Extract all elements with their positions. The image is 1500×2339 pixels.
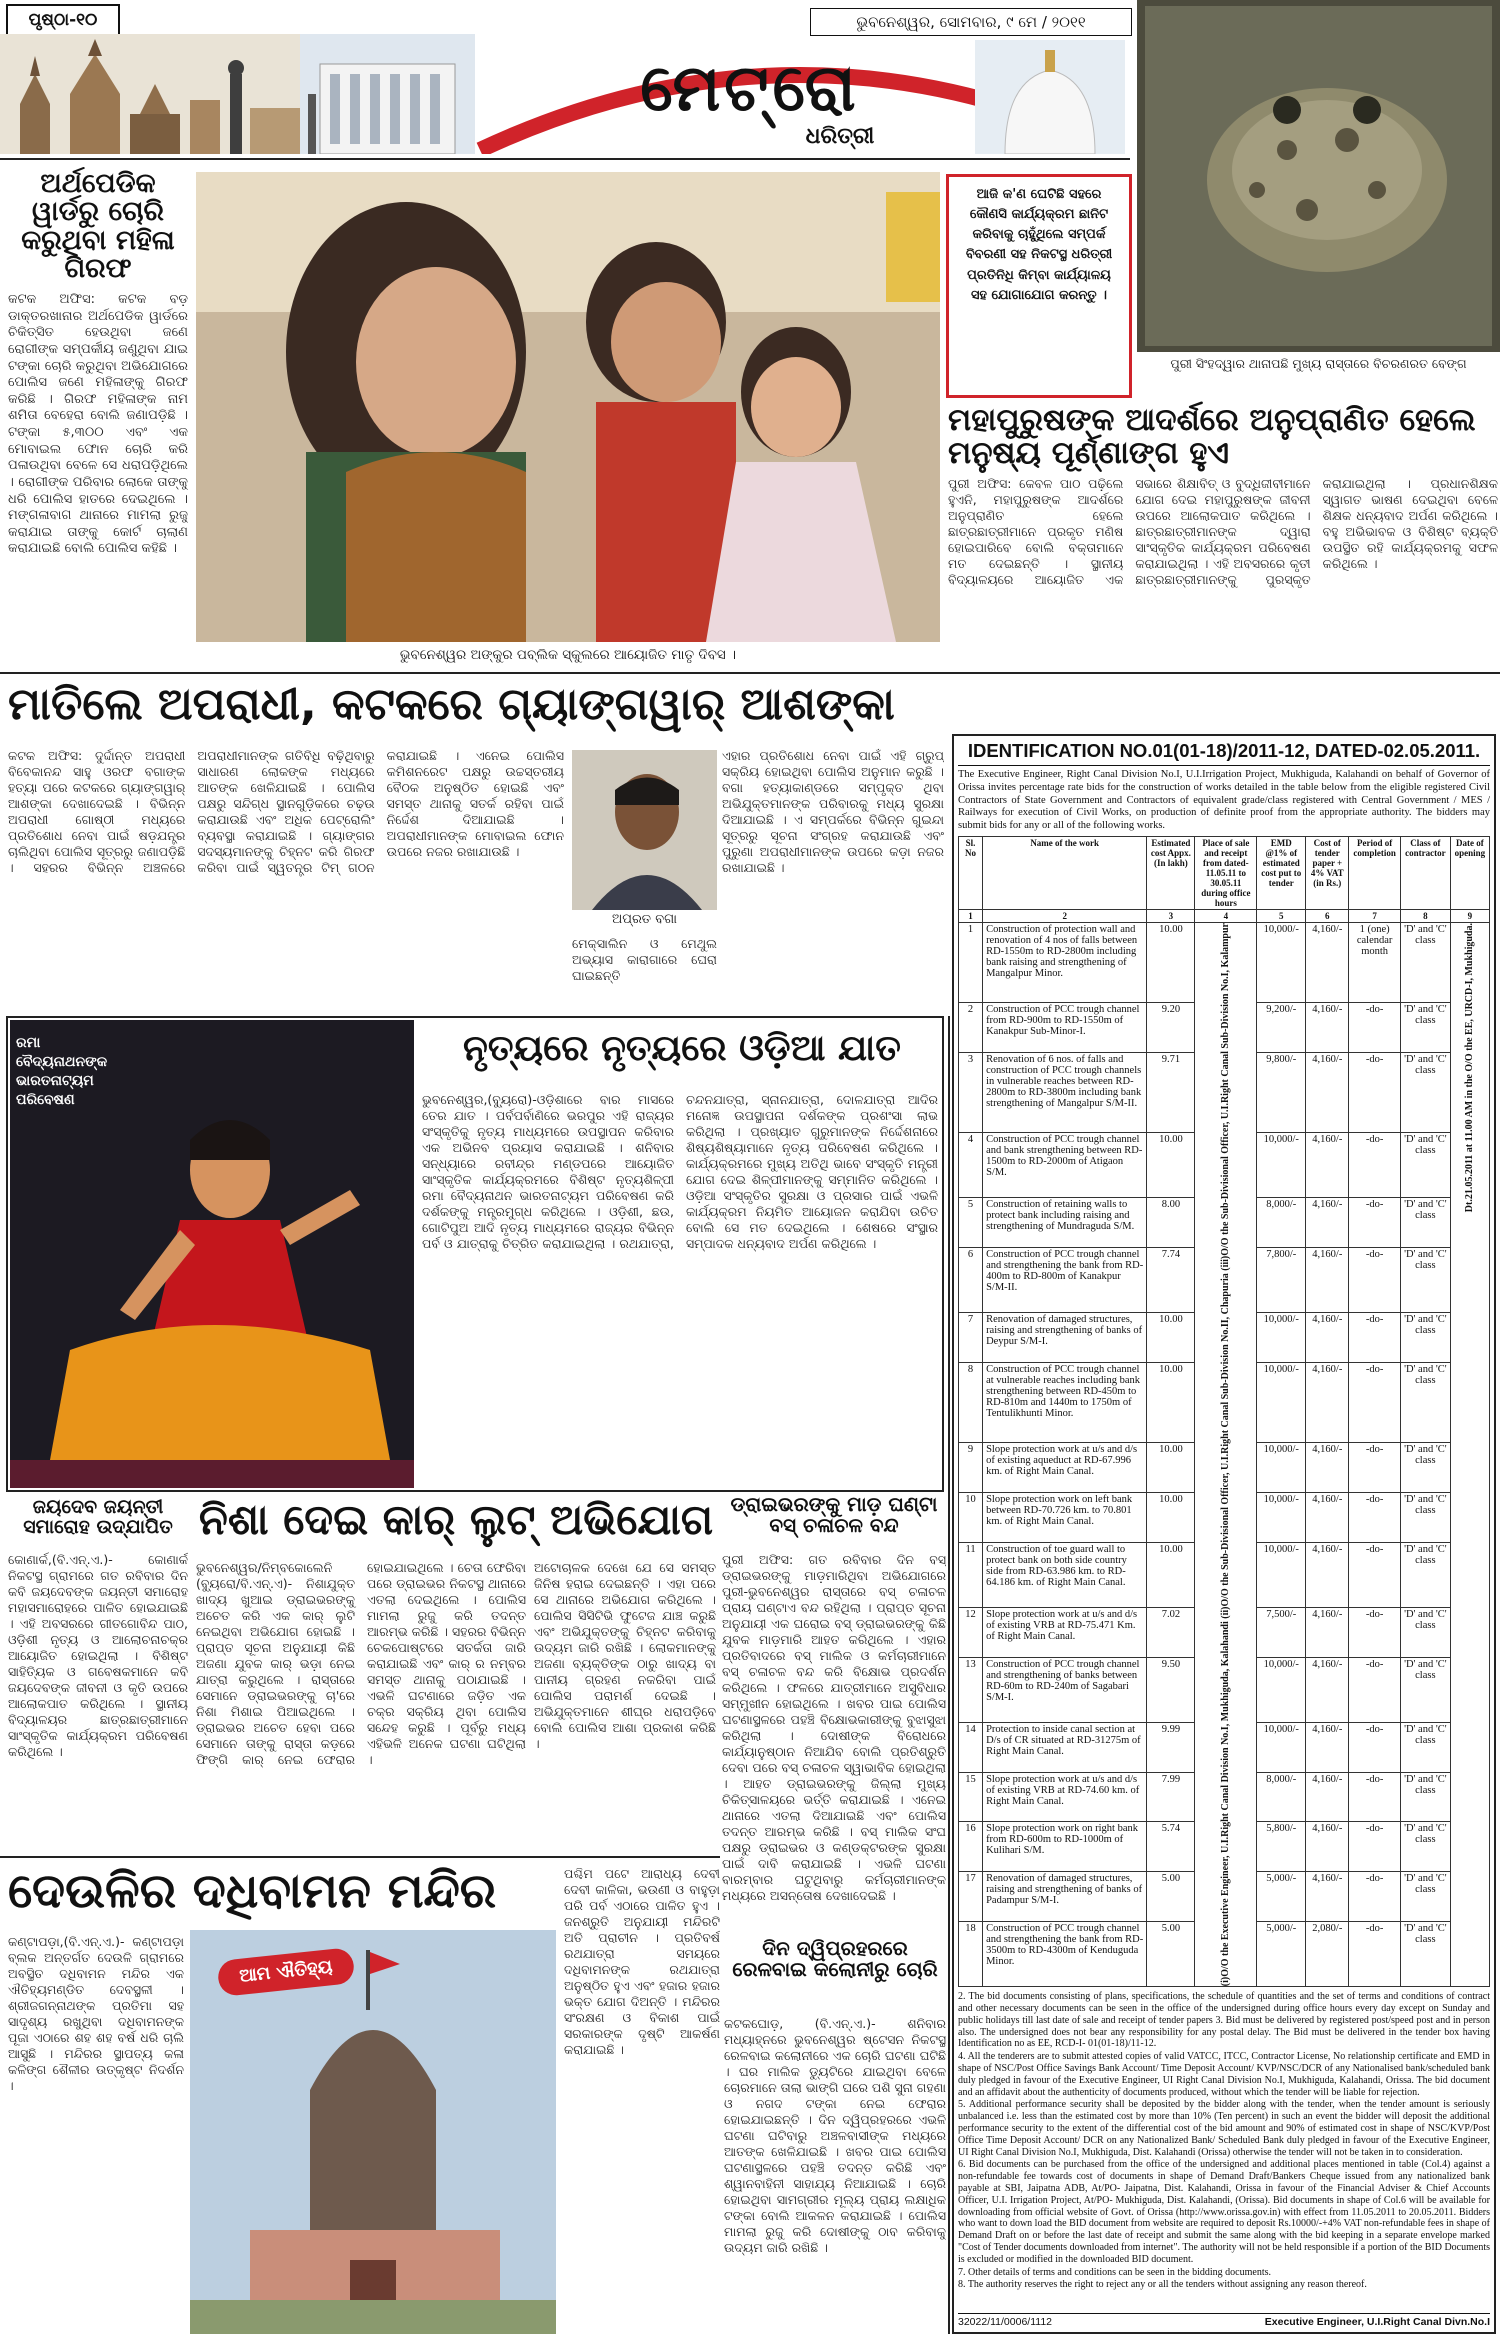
- tender-cell-period: -do-: [1349, 1607, 1401, 1657]
- tender-cell-name: Renovation of 6 nos. of falls and construction of PCC trough channels in vulnerable reaches between RD-2800m to RD-3800m including bank strengthening of Mangalpur S/M-II.: [983, 1053, 1147, 1133]
- gang-theft-headline: ଅର୍ଥପେଡିକ ୱାର୍ଡରୁ ଚୋରି କରୁଥିବା ମହିଳା ଗିରଫ: [21, 168, 175, 285]
- tender-note: 6. Bid documents can be purchased from the office of the undersigned and additional places mentioned in table (Col.4) against a non-refundable fee towards cost of documents in shape of Demand Draft/Bankers Cheque issued from any nationalized bank payable at SBI, Jaipatna ADB, At/PO- Jaipatna, Dist. Kalahandi, Orissa in favour of the Financial Adviser & Chief Accounts Officer, U.I. Irrigation Project, At/PO- Mukhiguda, Dist. Kalahandi, (Orissa). Bid documents in shape of Col.6 will be available for downloading from official website of Govt. of Orissa (http://www.orissa.gov.in) with effect from 11.05.2011 to 20.05.2011. Bidders who want to down load the BID document from website are required to deposit Rs.10000/-+4% VAT non-refundable fees in shape of Demand Draft on or before the last date of receipt and submit the same along with the bid keeping in a separate envelope marked "Cost of Tender documents downloaded from internet". The authority will not be held responsible if a portion of the BID Documents is excluded or modified in the downloaded BID document.: [958, 2159, 1490, 2265]
- tender-cell-cost: 10.00: [1147, 1493, 1195, 1543]
- tender-cell-cost: 10.00: [1147, 1313, 1195, 1363]
- tender-cell-emd: 9,200/-: [1257, 1003, 1306, 1053]
- tender-cell-sl: 2: [959, 1003, 983, 1053]
- tender-notice: [952, 734, 1496, 2334]
- tender-cell-sl: 16: [959, 1822, 983, 1872]
- tender-col-cost: Estimated cost Appx. (In lakh): [1147, 836, 1195, 909]
- tender-cell-emd: 10,000/-: [1257, 1657, 1306, 1722]
- tender-note: 8. The authority reserves the right to reject any or all the tenders without assigning any reason thereof.: [958, 2279, 1367, 2291]
- tender-cell-paper: 4,160/-: [1306, 1872, 1349, 1922]
- tender-cell-cost: 10.00: [1147, 922, 1195, 1002]
- tender-cell-cost: 10.00: [1147, 1443, 1195, 1493]
- tender-table: [958, 836, 1490, 1987]
- tender-cell-period: -do-: [1349, 1248, 1401, 1313]
- tender-cell-period: -do-: [1349, 1198, 1401, 1248]
- tender-cell-class: 'D' and 'C' class: [1401, 1822, 1451, 1872]
- dance-body: ଭୁବନେଶ୍ୱର,(ବ୍ୟୁରୋ)-ଓଡ଼ିଶାରେ ବାର ମାସରେ ତେର ଯାତ । ପର୍ବପର୍ବାଣିରେ ଭରପୁର ଏହି ରାଜ୍ୟର ସଂସ୍କୃତିକୁ ନୃତ୍ୟ ମାଧ୍ୟମରେ ଉପସ୍ଥାପନ କରିବାର ଏକ ଅଭିନବ ପ୍ରୟାସ କରାଯାଇଛି । ଶନିବାର ସନ୍ଧ୍ୟାରେ ରବୀନ୍ଦ୍ର ମଣ୍ଡପରେ ଆୟୋଜିତ ସାଂସ୍କୃତିକ କାର୍ଯ୍ୟକ୍ରମରେ ବିଶିଷ୍ଟ ନୃତ୍ୟଶିଳ୍ପୀ ରମା ବୈଦ୍ୟନାଥନ ଭାରତନାଟ୍ୟମ ପରିବେଷଣ କରି ଦର୍ଶକଙ୍କୁ ମନ୍ତ୍ରମୁଗ୍ଧ କରିଥିଲେ । ଓଡ଼ିଶୀ, ଛଉ, ଗୋଟିପୁଅ ଆଦି ନୃତ୍ୟ ମାଧ୍ୟମରେ ରାଜ୍ୟର ବିଭିନ୍ନ ପର୍ବ ଓ ଯାତ୍ରାକୁ ଚିତ୍ରିତ କରାଯାଇଥିଲା । ରଥଯାତ୍ରା, ଚନ୍ଦନଯାତ୍ରା, ସ୍ନାନଯାତ୍ରା, ଦୋଳଯାତ୍ରା ଆଦିର ମନୋଜ୍ଞ ଉପସ୍ଥାପନା ଦର୍ଶକଙ୍କ ପ୍ରଶଂସା ଲାଭ କରିଥିଲା । ପ୍ରଖ୍ୟାତ ଗୁରୁମାନଙ୍କ ନିର୍ଦ୍ଦେଶନାରେ ଶିଷ୍ୟଶିଷ୍ୟାମାନେ ନୃତ୍ୟ ପରିବେଷଣ କରିଥିଲେ । କାର୍ଯ୍ୟକ୍ରମରେ ମୁଖ୍ୟ ଅତିଥି ଭାବେ ସଂସ୍କୃତି ମନ୍ତ୍ରୀ ଯୋଗ ଦେଇ ଶିଳ୍ପୀମାନଙ୍କୁ ସମ୍ମାନିତ କରିଥିଲେ । ଓଡ଼ିଆ ସଂସ୍କୃତିର ସୁରକ୍ଷା ଓ ପ୍ରସାର ପାଇଁ ଏଭଳି କାର୍ଯ୍ୟକ୍ରମ ନିୟମିତ ଆୟୋଜନ କରାଯିବା ଉଚିତ ବୋଲି ସେ ମତ ଦେଇଥିଲେ । ଶେଷରେ ସଂସ୍ଥାର ସମ୍ପାଦକ ଧନ୍ୟବାଦ ଅର୍ପଣ କରିଥିଲେ ।: [422, 1092, 938, 1251]
- tender-cell-paper: 4,160/-: [1306, 1657, 1349, 1722]
- tender-colnum: 7: [1349, 909, 1401, 922]
- tender-cell-class: 'D' and 'C' class: [1401, 1443, 1451, 1493]
- tender-cell-period: -do-: [1349, 1313, 1401, 1363]
- tender-cell-name: Slope protection work at u/s and d/s of existing VRB at RD-75.471 Km. of Right Main Canal.: [983, 1607, 1147, 1657]
- tender-cell-name: Construction of protection wall and renovation of 4 nos of falls between RD-1550m to RD-2800m including bank raising and strengthening of Mangalpur Minor.: [983, 922, 1147, 1002]
- tender-cell-period: -do-: [1349, 1722, 1401, 1772]
- tender-colnum: 3: [1147, 909, 1195, 922]
- gangwar-body-continued: ଏହାର ପ୍ରତିଶୋଧ ନେବା ପାଇଁ ଏହି ଗ୍ରୁପ୍ ସକ୍ରିୟ ହୋଇଥିବା ପୋଲିସ ଅନୁମାନ କରୁଛି । ବଗା ହତ୍ୟାକାଣ୍ଡରେ ସମ୍ପୃକ୍ତ ଥିବା ଅଭିଯୁକ୍ତମାନଙ୍କ ପରିବାରକୁ ମଧ୍ୟ ସୁରକ୍ଷା ଦିଆଯାଇଛି । ଏ ସମ୍ପର୍କରେ ବିଭିନ୍ନ ଗୁଇନ୍ଦା ସୂତ୍ରରୁ ସୂଚନା ସଂଗ୍ରହ କରାଯାଉଛି ଏବଂ ପୁରୁଣା ଅପରାଧୀମାନଙ୍କ ଉପରେ କଡ଼ା ନଜର ରଖାଯାଇଛି ।: [722, 748, 944, 875]
- tender-cell-sl: 7: [959, 1313, 983, 1363]
- tender-cell-emd: 10,000/-: [1257, 1493, 1306, 1543]
- tender-cell-paper: 4,160/-: [1306, 1822, 1349, 1872]
- tender-cell-class: 'D' and 'C' class: [1401, 1542, 1451, 1607]
- tender-cell-sl: 10: [959, 1493, 983, 1543]
- tender-cell-sl: 18: [959, 1922, 983, 1987]
- gangwar-headline: ମାତିଲେ ଅପରାଧୀ, କଟକରେ ଗ୍ୟାଙ୍ଗୱାର୍ ଆଶଙ୍କା: [8, 679, 895, 730]
- masthead-subtitle: ଧରିତ୍ରୀ: [805, 124, 875, 149]
- tender-cell-period: -do-: [1349, 1053, 1401, 1133]
- tender-colnum: 5: [1257, 909, 1306, 922]
- tender-col-place: Place of sale and receipt from dated-11.05.11 to 30.05.11 during office hours: [1195, 836, 1257, 909]
- tender-cell-class: 'D' and 'C' class: [1401, 1363, 1451, 1443]
- frog-image: [1137, 0, 1500, 352]
- tender-table-wrap: [958, 836, 1490, 1987]
- notice-box: [946, 174, 1132, 398]
- tender-cell-class: 'D' and 'C' class: [1401, 1053, 1451, 1133]
- tender-cell-cost: 8.00: [1147, 1198, 1195, 1248]
- railway-body: କଟକଘୋଡ଼, (ବି.ଏନ୍.ଏ.)- ଶନିବାର ମଧ୍ୟାହ୍ନରେ ଭୁବନେଶ୍ୱର ଷ୍ଟେସନ ନିକଟସ୍ଥ ରେଳବାଇ କଲୋନୀରେ ଏକ ଚୋରି ଘଟଣା ଘଟିଛି । ଘର ମାଲିକ ଡ୍ୟୁଟିରେ ଯାଇଥିବା ବେଳେ ଚୋରମାନେ ତାଲା ଭାଙ୍ଗି ଘରେ ପଶି ସୁନା ଗହଣା ଓ ନଗଦ ଟଙ୍କା ନେଇ ଫେରାର ହୋଇଯାଇଛନ୍ତି । ଦିନ ଦ୍ୱିପ୍ରହରରେ ଏଭଳି ଘଟଣା ଘଟିବାରୁ ଅଞ୍ଚଳବାସୀଙ୍କ ମଧ୍ୟରେ ଆତଙ୍କ ଖେଳିଯାଇଛି । ଖବର ପାଇ ପୋଲିସ ଘଟଣାସ୍ଥଳରେ ପହଞ୍ଚି ତଦନ୍ତ କରିଛି ଏବଂ ଶ୍ୱାନବାହିନୀ ସାହାଯ୍ୟ ନିଆଯାଇଛି । ଚୋରି ହୋଇଥିବା ସାମଗ୍ରୀର ମୂଲ୍ୟ ପ୍ରାୟ ଲକ୍ଷାଧିକ ଟଙ୍କା ବୋଲି ଆକଳନ କରାଯାଇଛି । ପୋଲିସ ମାମଲା ରୁଜୁ କରି ଦୋଷୀଙ୍କୁ ଠାବ କରିବାକୁ ଉଦ୍ୟମ ଜାରି ରଖିଛି ।: [724, 2016, 946, 2255]
- heritage-badge: ଆମ ଐତିହ୍ୟ: [216, 1947, 355, 1997]
- tender-cell-paper: 4,160/-: [1306, 1607, 1349, 1657]
- tender-colnum: 8: [1401, 909, 1451, 922]
- jayadev-body: କୋଣାର୍କ,(ବି.ଏନ୍.ଏ.)- କୋଣାର୍କ ନିକଟସ୍ଥ ଗ୍ରାମରେ ଗତ ରବିବାର ଦିନ କବି ଜୟଦେବଙ୍କ ଜୟନ୍ତୀ ସମାରୋହ ମହାସମାରୋହରେ ପାଳିତ ହୋଇଯାଇଛି । ଏହି ଅବସରରେ ଗୀତଗୋବିନ୍ଦ ପାଠ, ଓଡ଼ିଶୀ ନୃତ୍ୟ ଓ ଆଲୋଚନାଚକ୍ର ଆୟୋଜିତ ହୋଇଥିଲା । ବିଶିଷ୍ଟ ସାହିତ୍ୟିକ ଓ ଗବେଷକମାନେ କବି ଜୟଦେବଙ୍କ ଜୀବନୀ ଓ କୃତି ଉପରେ ଆଲୋକପାତ କରିଥିଲେ । ସ୍ଥାନୀୟ ବିଦ୍ୟାଳୟର ଛାତ୍ରଛାତ୍ରୀମାନେ ସାଂସ୍କୃତିକ କାର୍ଯ୍ୟକ୍ରମ ପରିବେଷଣ କରିଥିଲେ ।: [8, 1552, 188, 1759]
- tender-intro: The Executive Engineer, Right Canal Division No.I, U.I.Irrigation Project, Mukhiguda, Kalahandi on behalf of Governor of Orissa invites percentage rate bids for the construction of works detailed in the table below from the eligible registered Civil Contractors of State Government and Contractors of equivalent grade/class registered with Central Government / MES / Railways for execution of Civil Works, on production of definite proof from the appropriate authority. The bidders may submit bids for any or all of the following works.: [958, 769, 1490, 832]
- tender-cell-class: 'D' and 'C' class: [1401, 1722, 1451, 1772]
- tender-cell-period: -do-: [1349, 1657, 1401, 1722]
- tender-cell-paper: 4,160/-: [1306, 1493, 1349, 1543]
- tender-colnum: 4: [1195, 909, 1257, 922]
- tender-signature: Executive Engineer, U.I.Right Canal Divn.No.I: [1264, 2316, 1490, 2328]
- tender-note: 5. Additional performance security shall be deposited by the bidder along with the tender, when the tender amount is seriously unbalanced i.e. less than the estimated cost by more than 10% (Ten percent) in such an event the bidder will deposit the additional performance security to the extent of the differential cost of the bid amount and 90% of estimated cost in shape of NSC/KVP/Post Office Time Deposit Account/ DCR on any Nationalized Bank/ Scheduled Bank duly pledged in favour of the Executive Engineer, UI Right Canal Division No.I, Mukhiguda, Dist. Kalahandi (Orissa) otherwise the tender will not be taken in to consideration.: [958, 2099, 1490, 2158]
- tender-cell-emd: 10,000/-: [1257, 1313, 1306, 1363]
- tender-cell-emd: 7,500/-: [1257, 1607, 1306, 1657]
- tender-cell-emd: 5,800/-: [1257, 1822, 1306, 1872]
- tender-row: [959, 922, 1490, 1002]
- temple-body-left: କଣ୍ଟାପଡ଼ା,(ବି.ଏନ୍.ଏ.)- କଣ୍ଟାପଡ଼ା ବ୍ଲକ ଅନ୍ତର୍ଗତ ଦେଉଳି ଗ୍ରାମରେ ଅବସ୍ଥିତ ଦଧିବାମନ ମନ୍ଦିର ଏକ ଐତିହ୍ୟମଣ୍ଡିତ ଦେବସ୍ଥଳୀ । ଶ୍ରୀଜଗନ୍ନାଥଙ୍କ ପ୍ରତିମା ସହ ସାଦୃଶ୍ୟ ରଖୁଥିବା ଦଧିବାମନଙ୍କ ପୂଜା ଏଠାରେ ଶହ ଶହ ବର୍ଷ ଧରି ଚାଲି ଆସୁଛି । ମନ୍ଦିରର ସ୍ଥାପତ୍ୟ କଳା କଳିଙ୍ଗ ଶୈଳୀର ଉତ୍କୃଷ୍ଟ ନିଦର୍ଶନ ।: [8, 1934, 184, 2093]
- tender-cell-cost: 7.02: [1147, 1607, 1195, 1657]
- notice-text: ଆଜି କ'ଣ ଘେଟିଛି ସହରେ କୌଣସି କାର୍ଯ୍ୟକ୍ରମ ଛାନିଟ କରିବାକୁ ଚାହୁଁଥିଲେ ସମ୍ପର୍କ ବିବରଣୀ ସହ ନିକଟସ୍ଥ ଧରିତ୍ରୀ ପ୍ରତିନିଧି କିମ୍ବା କାର୍ଯ୍ୟାଳୟ ସହ ଯୋଗାଯୋଗ କରନ୍ତୁ ।: [965, 187, 1113, 303]
- tender-opening-cell: [1450, 922, 1489, 1986]
- tender-cell-period: -do-: [1349, 1443, 1401, 1493]
- mothers-day-caption: ଭୁବନେଶ୍ୱର ଅଙ୍କୁର ପବ୍ଲିକ ସ୍କୁଲରେ ଆୟୋଜିତ ମାତୃ ଦିବସ ।: [196, 644, 940, 666]
- tender-cell-cost: 9.99: [1147, 1722, 1195, 1772]
- gangwar-sub-caption: ମେକ୍ସାଲିନ ଓ ମେଥୁଲ ଅଭ୍ୟାସ କାରାଗାରେ ଘେରା ଘାଇଛନ୍ତି: [572, 936, 717, 983]
- tender-note: 4. All the tenderers are to submit attested copies of valid VATCC, ITCC, Contractor License, No relationship certificate and EMD in shape of NSC/Post Office Savings Bank Account/ Time Deposit Account/ KVP/NSC/DCR of any Nationalised bank/scheduled bank duly pledged in favour of the Executive Engineer, UI Right Canal Division No.I, Mukhiguda, Kalahandi, Orissa. The bid document and an affidavit about the authenticity of documents produced, without which the tender will be liable for rejection.: [958, 2051, 1490, 2098]
- tender-cell-period: -do-: [1349, 1772, 1401, 1822]
- tender-cell-paper: 4,160/-: [1306, 1722, 1349, 1772]
- tender-cell-name: Slope protection work at u/s and d/s of existing aqueduct at RD-67.996 km. of Right Main Canal.: [983, 1443, 1147, 1493]
- suspect-caption: ଅପ୍ରତ ବଗା: [572, 912, 717, 932]
- car-loot-body: ଭୁବନେଶ୍ୱର/ନିମ୍ବକୋଲେନି (ବ୍ୟୁରୋ/ବି.ଏନ୍.ଏ)- ନିଶାଯୁକ୍ତ ଖାଦ୍ୟ ଖୁଆଇ ଡ୍ରାଇଭରଙ୍କୁ ଅଚେତ କରି ଏକ କାର୍ ଲୁଟି ନେଇଥିବା ଅଭିଯୋଗ ହୋଇଛି । ପ୍ରାପ୍ତ ସୂଚନା ଅନୁଯାୟୀ କିଛି ଅଜଣା ଯୁବକ କାର୍ ଭଡ଼ା ନେଇ ଯାତ୍ରା କରୁଥିଲେ । ରାସ୍ତାରେ ସେମାନେ ଡ୍ରାଇଭରଙ୍କୁ ଚା'ରେ ନିଶା ମିଶାଇ ପିଆଇଥିଲେ । ଡ୍ରାଇଭର ଅଚେତ ହେବା ପରେ ସେମାନେ ତାଙ୍କୁ ରାସ୍ତା କଡ଼ରେ ଫିଙ୍ଗି କାର୍ ନେଇ ଫେରାର ହୋଇଯାଇଥିଲେ । ଚେତା ଫେରିବା ପରେ ଡ୍ରାଇଭର ନିକଟସ୍ଥ ଥାନାରେ ଏତଲା ଦେଇଥିଲେ । ପୋଲିସ ମାମଲା ରୁଜୁ କରି ତଦନ୍ତ ଆରମ୍ଭ କରିଛି । ସହରର ବିଭିନ୍ନ ଚେକପୋଷ୍ଟରେ ସତର୍କତା ଜାରି କରାଯାଇଛି ଏବଂ କାର୍ ର ନମ୍ବର ସମସ୍ତ ଥାନାକୁ ପଠାଯାଇଛି । ଏଭଳି ଘଟଣାରେ ଜଡ଼ିତ ଏକ ଚକ୍ର ସକ୍ରିୟ ଥିବା ପୋଲିସ ସନ୍ଦେହ କରୁଛି । ପୂର୍ବରୁ ମଧ୍ୟ ଏହିଭଳି ଅନେକ ଘଟଣା ଘଟିଥିଲା ।: [196, 1560, 526, 1767]
- dance-headline: ନୃତ୍ୟରେ ନୃତ୍ୟରେ ଓଡ଼ିଆ ଯାତ: [463, 1028, 901, 1069]
- tender-cell-name: Construction of toe guard wall to protect bank on both side country side from RD-63.986 km. to RD-64.186 km. of Right Main Canal.: [983, 1542, 1147, 1607]
- tender-place-cell: [1195, 922, 1257, 1986]
- tender-cell-class: 'D' and 'C' class: [1401, 1607, 1451, 1657]
- tender-cell-name: Construction of PCC trough channel and strengthening the bank from RD-400m to RD-800m of Kanakpur S/M-II.: [983, 1248, 1147, 1313]
- jayadev-headline: ଜୟଦେବ ଜୟନ୍ତୀ ସମାରୋହ ଉଦ୍ଯାପିତ: [23, 1496, 173, 1538]
- tender-cell-class: 'D' and 'C' class: [1401, 1772, 1451, 1822]
- tender-cell-cost: 5.74: [1147, 1822, 1195, 1872]
- tender-cell-period: -do-: [1349, 1133, 1401, 1198]
- tender-cell-name: Slope protection work on right bank from RD-600m to RD-1000m of Kulihari S/M.: [983, 1822, 1147, 1872]
- tender-cell-name: Construction of retaining walls to protect bank including raising and strengthening of Mundraguda S/M.: [983, 1198, 1147, 1248]
- tender-cell-period: -do-: [1349, 1363, 1401, 1443]
- tender-cell-sl: 11: [959, 1542, 983, 1607]
- mothers-day-image: [196, 172, 940, 642]
- tender-col-period: Period of completion: [1349, 836, 1401, 909]
- tender-cell-emd: 10,000/-: [1257, 922, 1306, 1002]
- tender-cell-class: 'D' and 'C' class: [1401, 1133, 1451, 1198]
- tender-cell-sl: 9: [959, 1443, 983, 1493]
- tender-colnum: 9: [1450, 909, 1489, 922]
- tender-cell-paper: 4,160/-: [1306, 1313, 1349, 1363]
- tender-note: 7. Other details of terms and conditions can be seen in the bidding documents.: [958, 2266, 1271, 2278]
- tender-cell-cost: 5.00: [1147, 1922, 1195, 1987]
- tender-cell-name: Slope protection work on left bank between RD-70.726 km. to 70.801 km. of Right Main Canal.: [983, 1493, 1147, 1543]
- tender-footer: [958, 2313, 1490, 2328]
- tender-cell-sl: 1: [959, 922, 983, 1002]
- temple-headline: ଦେଉଳିର ଦଧିବାମନ ମନ୍ଦିର: [8, 1863, 497, 1919]
- tender-cell-emd: 10,000/-: [1257, 1722, 1306, 1772]
- tender-cell-sl: 17: [959, 1872, 983, 1922]
- tender-cell-name: Slope protection work at u/s and d/s of existing VRB at RD-74.60 km. of Right Main Canal.: [983, 1772, 1147, 1822]
- tender-header-row: [959, 836, 1490, 909]
- tender-cell-emd: 10,000/-: [1257, 1443, 1306, 1493]
- tender-cell-paper: 4,160/-: [1306, 1248, 1349, 1313]
- tender-cell-paper: 4,160/-: [1306, 1133, 1349, 1198]
- tender-colnum: 6: [1306, 909, 1349, 922]
- car-loot-body-continued: ଅଟୋଚାଳକ ଦେଖେ ଯେ ସେ ସମସ୍ତ ଜିନିଷ ହରାଇ ଦେଇଛନ୍ତି । ଏହା ପରେ ସେ ଥାନାରେ ଅଭିଯୋଗ କରିଥିଲେ । ପୋଲିସ ସିସିଟିଭି ଫୁଟେଜ ଯାଞ୍ଚ କରୁଛି ଏବଂ ଅଭିଯୁକ୍ତଙ୍କୁ ଚିହ୍ନଟ କରିବାକୁ ଉଦ୍ୟମ ଜାରି ରଖିଛି । ଲୋକମାନଙ୍କୁ ଅଜଣା ବ୍ୟକ୍ତିଙ୍କ ଠାରୁ ଖାଦ୍ୟ ବା ପାନୀୟ ଗ୍ରହଣ ନକରିବା ପାଇଁ ପୋଲିସ ପରାମର୍ଶ ଦେଇଛି । ଅଭିଯୁକ୍ତମାନେ ଶୀଘ୍ର ଧରାପଡ଼ିବେ ବୋଲି ପୋଲିସ ଆଶା ପ୍ରକାଶ କରିଛି ।: [534, 1560, 716, 1751]
- tender-cell-paper: 2,080/-: [1306, 1922, 1349, 1987]
- masthead-title: ମେଟ୍ରୋ: [640, 52, 860, 126]
- tender-cell-class: 'D' and 'C' class: [1401, 1248, 1451, 1313]
- tender-cell-cost: 9.20: [1147, 1003, 1195, 1053]
- tender-cell-period: -do-: [1349, 1922, 1401, 1987]
- tender-cell-name: Construction of PCC trough channel and bank strengthening between RD-1500m to RD-2000m of Atigaon S/M.: [983, 1133, 1147, 1198]
- tender-cell-emd: 7,800/-: [1257, 1248, 1306, 1313]
- tender-cell-sl: 3: [959, 1053, 983, 1133]
- tender-title: IDENTIFICATION NO.01(01-18)/2011-12, DATED-02.05.2011.: [958, 740, 1490, 766]
- tender-cell-sl: 13: [959, 1657, 983, 1722]
- tender-cell-name: Renovation of damaged structures, raising and strengthening of banks of Padampur S/M-I.: [983, 1872, 1147, 1922]
- tender-note: 2. The bid documents consisting of plans, specifications, the schedule of quantities and the set of terms and conditions of contract and other necessary documents can be seen in the office of the undersigned during office hours every day except on Sunday and public holidays till last date of sale and receipt of tender papers 3. Bid must be delivered by registered post/speed post and in person also. The undersigned does not bear any responsibility for any postal delay. The Bid must be delivered in the tender box having Identification no as EE, RCD-I- 01(01-18)/11-12.: [958, 1991, 1490, 2050]
- gangwar-body: କଟକ ଅଫିସ: ଦୁର୍ଦ୍ଦାନ୍ତ ଅପରାଧୀ ବିବେକାନନ୍ଦ ସାହୁ ଓରଫ ବଗାଙ୍କ ହତ୍ୟା ପରେ କଟକରେ ଗ୍ୟାଙ୍ଗୱାର୍ ଆଶଙ୍କା ଦେଖାଦେଇଛି । ବିଭିନ୍ନ ଅପରାଧୀ ଗୋଷ୍ଠୀ ମଧ୍ୟରେ ପ୍ରତିଶୋଧ ନେବା ପାଇଁ ଷଡ଼ଯନ୍ତ୍ର ଚାଲିଥିବା ପୋଲିସ ସୂତ୍ରରୁ ଜଣାପଡ଼ିଛି । ସହରର ବିଭିନ୍ନ ଅଞ୍ଚଳରେ ଅପରାଧୀମାନଙ୍କ ଗତିବିଧି ବଢ଼ିଥିବାରୁ ସାଧାରଣ ଲୋକଙ୍କ ମଧ୍ୟରେ ଆତଙ୍କ ଖେଳିଯାଇଛି । ପୋଲିସ ପକ୍ଷରୁ ସନ୍ଦିଗ୍ଧ ସ୍ଥାନଗୁଡ଼ିକରେ ଚଢ଼ଉ କରାଯାଉଛି ଏବଂ ଅଧିକ ପେଟ୍ରୋଲିଂ ବ୍ୟବସ୍ଥା କରାଯାଇଛି । ଗ୍ୟାଙ୍ଗର ସଦସ୍ୟମାନଙ୍କୁ ଚିହ୍ନଟ କରି ଗିରଫ କରିବା ପାଇଁ ସ୍ୱତନ୍ତ୍ର ଟିମ୍ ଗଠନ କରାଯାଇଛି । ଏନେଇ ପୋଲିସ କମିଶନରେଟ ପକ୍ଷରୁ ଉଚ୍ଚସ୍ତରୀୟ ବୈଠକ ଅନୁଷ୍ଠିତ ହୋଇଛି ଏବଂ ସମସ୍ତ ଥାନାକୁ ସତର୍କ ରହିବା ପାଇଁ ନିର୍ଦ୍ଦେଶ ଦିଆଯାଇଛି । ଅପରାଧୀମାନଙ୍କ ମୋବାଇଲ ଫୋନ ଉପରେ ନଜର ରଖାଯାଉଛି ।: [8, 748, 564, 875]
- gang-theft-body: କଟକ ଅଫିସ: କଟକ ବଡ଼ ଡାକ୍ତରଖାନାର ଅର୍ଥପେଡିକ ୱାର୍ଡରେ ଚିକିତ୍ସିତ ହେଉଥିବା ଜଣେ ରୋଗୀଙ୍କ ସମ୍ପର୍କୀୟ ଜଣୁଥିବା ଯାଇ ଟଙ୍କା ଚୋରି କରୁଥିବା ଅଭିଯୋଗରେ ପୋଲିସ ଜଣେ ମହିଳାଙ୍କୁ ଗିରଫ କରିଛି । ଗିରଫ ମହିଳାଙ୍କ ନାମ ଶମିତା ବେହେରା ବୋଲି ଜଣାପଡ଼ିଛି । ଟଙ୍କା ୫,୩୦୦ ଏବଂ ଏକ ମୋବାଇଲ ଫୋନ ଚୋରି କରି ପଳାଉଥିବା ବେଳେ ସେ ଧରାପଡ଼ିଥିଲେ । ରୋଗୀଙ୍କ ପରିବାର ଲୋକେ ତାଙ୍କୁ ଧରି ପୋଲିସ ହାତରେ ଦେଇଥିଲେ । ମଙ୍ଗଳାବାଗ ଥାନାରେ ମାମଲା ରୁଜୁ କରାଯାଇ ତାଙ୍କୁ କୋର୍ଟ ଚାଲାଣ କରାଯାଇଛି ବୋଲି ପୋଲିସ କହିଛି ।: [8, 292, 188, 557]
- tender-cell-paper: 4,160/-: [1306, 1542, 1349, 1607]
- temple-skyline-illustration: [0, 34, 300, 154]
- tender-cell-paper: 4,160/-: [1306, 1198, 1349, 1248]
- tender-cell-sl: 15: [959, 1772, 983, 1822]
- tender-cell-class: 'D' and 'C' class: [1401, 922, 1451, 1002]
- tender-cell-sl: 14: [959, 1722, 983, 1772]
- tender-cell-name: Construction of PCC trough channel and strengthening the bank from RD-3500m to RD-4300m of Kenduguda Minor.: [983, 1922, 1147, 1987]
- tender-cell-cost: 10.00: [1147, 1542, 1195, 1607]
- frog-photo: [1137, 0, 1500, 378]
- tender-cell-period: -do-: [1349, 1493, 1401, 1543]
- tender-cell-class: 'D' and 'C' class: [1401, 1657, 1451, 1722]
- tender-cell-name: Construction of PCC trough channel and strengthening of banks between RD-60m to RD-240m of Sagabari S/M-I.: [983, 1657, 1147, 1722]
- page-label: ପୃଷ୍ଠା-୧୦: [6, 4, 120, 36]
- dateline: ଭୁବନେଶ୍ୱର, ସୋମବାର, ୯ ମେ / ୨୦୧୧: [810, 8, 1132, 36]
- tender-cell-cost: 7.99: [1147, 1772, 1195, 1822]
- tender-cell-cost: 9.50: [1147, 1657, 1195, 1722]
- tender-cell-paper: 4,160/-: [1306, 922, 1349, 1002]
- mahapurush-body: ପୁରୀ ଅଫିସ: କେବଳ ପାଠ ପଢ଼ିଲେ ହୁଏନି, ମହାପୁରୁଷଙ୍କ ଆଦର୍ଶରେ ଅନୁପ୍ରାଣିତ ହେଲେ ଛାତ୍ରଛାତ୍ରୀମାନେ ପ୍ରକୃତ ମଣିଷ ହୋଇପାରିବେ ବୋଲି ବକ୍ତାମାନେ ମତ ଦେଇଛନ୍ତି । ସ୍ଥାନୀୟ ବିଦ୍ୟାଳୟରେ ଆୟୋଜିତ ଏକ ସଭାରେ ଶିକ୍ଷାବିତ୍ ଓ ବୁଦ୍ଧିଜୀବୀମାନେ ଯୋଗ ଦେଇ ମହାପୁରୁଷଙ୍କ ଜୀବନୀ ଉପରେ ଆଲୋକପାତ କରିଥିଲେ । ଛାତ୍ରଛାତ୍ରୀମାନଙ୍କ ଦ୍ୱାରା ସାଂସ୍କୃତିକ କାର୍ଯ୍ୟକ୍ରମ ପରିବେଷଣ କରାଯାଇଥିଲା । ଏହି ଅବସରରେ କୃତୀ ଛାତ୍ରଛାତ୍ରୀମାନଙ୍କୁ ପୁରସ୍କୃତ କରାଯାଇଥିଲା । ପ୍ରଧାନଶିକ୍ଷକ ସ୍ୱାଗତ ଭାଷଣ ଦେଇଥିବା ବେଳେ ଶିକ୍ଷକ ଧନ୍ୟବାଦ ଅର୍ପଣ କରିଥିଲେ । ବହୁ ଅଭିଭାବକ ଓ ବିଶିଷ୍ଟ ବ୍ୟକ୍ତି ଉପସ୍ଥିତ ରହି କାର୍ଯ୍ୟକ୍ରମକୁ ସଫଳ କରିଥିଲେ ।: [948, 476, 1498, 587]
- bus-body: ପୁରୀ ଅଫିସ: ଗତ ରବିବାର ଦିନ ବସ୍ ଡ୍ରାଇଭରଙ୍କୁ ମାଡ଼ମାରିଥିବା ଅଭିଯୋଗରେ ପୁରୀ-ଭୁବନେଶ୍ୱର ରାସ୍ତାରେ ବସ୍ ଚଳାଚଳ ପ୍ରାୟ ଘଣ୍ଟାଏ ବନ୍ଦ ରହିଥିଲା । ପ୍ରାପ୍ତ ସୂଚନା ଅନୁଯାୟୀ ଏକ ଘରୋଇ ବସ୍ ଡ୍ରାଇଭରଙ୍କୁ କିଛି ଯୁବକ ମାଡ଼ମାରି ଆହତ କରିଥିଲେ । ଏହାର ପ୍ରତିବାଦରେ ବସ୍ ମାଲିକ ଓ କର୍ମଚାରୀମାନେ ବସ୍ ଚଳାଚଳ ବନ୍ଦ କରି ବିକ୍ଷୋଭ ପ୍ରଦର୍ଶନ କରିଥିଲେ । ଫଳରେ ଯାତ୍ରୀମାନେ ଅସୁବିଧାର ସମ୍ମୁଖୀନ ହୋଇଥିଲେ । ଖବର ପାଇ ପୋଲିସ ଘଟଣାସ୍ଥଳରେ ପହଞ୍ଚି ବିକ୍ଷୋଭକାରୀଙ୍କୁ ବୁଝାସୁଝା କରିଥିଲା । ଦୋଷୀଙ୍କ ବିରୋଧରେ କାର୍ଯ୍ୟାନୁଷ୍ଠାନ ନିଆଯିବ ବୋଲି ପ୍ରତିଶ୍ରୁତି ଦେବା ପରେ ବସ୍ ଚଳାଚଳ ସ୍ୱାଭାବିକ ହୋଇଥିଲା । ଆହତ ଡ୍ରାଇଭରଙ୍କୁ ଜିଲ୍ଲା ମୁଖ୍ୟ ଚିକିତ୍ସାଳୟରେ ଭର୍ତ୍ତି କରାଯାଇଛି । ଏନେଇ ଥାନାରେ ଏତଲା ଦିଆଯାଇଛି ଏବଂ ପୋଲିସ ତଦନ୍ତ ଆରମ୍ଭ କରିଛି । ବସ୍ ମାଲିକ ସଂଘ ପକ୍ଷରୁ ଡ୍ରାଇଭର ଓ କଣ୍ଡକ୍ଟରଙ୍କ ସୁରକ୍ଷା ପାଇଁ ଦାବି କରାଯାଇଛି । ଏଭଳି ଘଟଣା ବାରମ୍ବାର ଘଟୁଥିବାରୁ କର୍ମଚାରୀମାନଙ୍କ ମଧ୍ୟରେ ଅସନ୍ତୋଷ ଦେଖାଦେଇଛି ।: [722, 1552, 946, 1903]
- tender-cell-emd: 9,800/-: [1257, 1053, 1306, 1133]
- tender-cell-sl: 8: [959, 1363, 983, 1443]
- tender-cell-class: 'D' and 'C' class: [1401, 1003, 1451, 1053]
- tender-cell-emd: 10,000/-: [1257, 1133, 1306, 1198]
- tender-cell-period: -do-: [1349, 1542, 1401, 1607]
- tender-cell-paper: 4,160/-: [1306, 1363, 1349, 1443]
- mahapurush-headline: ମହାପୁରୁଷଙ୍କ ଆଦର୍ଶରେ ଅନୁପ୍ରାଣିତ ହେଲେ ମନୁଷ୍ୟ ପୂର୍ଣ୍ଣାଙ୍ଗ ହୁଏ: [948, 402, 1476, 471]
- tender-cell-paper: 4,160/-: [1306, 1053, 1349, 1133]
- tender-cell-paper: 4,160/-: [1306, 1443, 1349, 1493]
- tender-cell-class: 'D' and 'C' class: [1401, 1198, 1451, 1248]
- tender-cell-class: 'D' and 'C' class: [1401, 1313, 1451, 1363]
- tender-cell-cost: 7.74: [1147, 1248, 1195, 1313]
- tender-cell-class: 'D' and 'C' class: [1401, 1493, 1451, 1543]
- dance-photo: [10, 1020, 414, 1488]
- stupa-illustration: [975, 40, 1125, 154]
- tender-cell-cost: 10.00: [1147, 1363, 1195, 1443]
- frog-caption: ପୁରୀ ସିଂହଦ୍ୱାର ଥାନାପଛି ମୁଖ୍ୟ ରାସ୍ତାରେ ବିଚରଣରତ ବେଙ୍ଗ: [1137, 352, 1500, 376]
- tender-rows: [959, 922, 1490, 1986]
- tender-footer-code: 32022/11/0006/1112: [958, 2316, 1053, 2328]
- tender-cell-class: 'D' and 'C' class: [1401, 1922, 1451, 1987]
- car-loot-headline: ନିଶା ଦେଇ କାର୍ ଲୁଟ୍ ଅଭିଯୋଗ: [198, 1495, 714, 1544]
- dance-photo-caption: ରମା ବୈଦ୍ୟନାଥନଙ୍କ ଭାରତନାଟ୍ୟମ ପରିବେଷଣ: [16, 1035, 108, 1108]
- tender-cell-name: Renovation of damaged structures, raising and strengthening of banks of Deypur S/M-I.: [983, 1313, 1147, 1363]
- railway-headline: ଦିନ ଦ୍ୱିପ୍ରହରରେ ରେଳବାଇ କଲୋନୀରୁ ଚୋରି: [732, 1936, 938, 1981]
- tender-cell-name: Protection to inside canal section at D/s of CR situated at RD-31275m of Right Main Canal.: [983, 1722, 1147, 1772]
- tender-col-paper: Cost of tender paper + 4% VAT (in Rs.): [1306, 836, 1349, 909]
- tender-col-opening: Date of opening: [1450, 836, 1489, 909]
- tender-cell-emd: 10,000/-: [1257, 1542, 1306, 1607]
- tender-cell-emd: 10,000/-: [1257, 1363, 1306, 1443]
- tender-notes: [958, 1991, 1490, 2291]
- tender-colnum: 1: [959, 909, 983, 922]
- assembly-building-illustration: [300, 34, 475, 154]
- tender-col-sl: Sl. No: [959, 836, 983, 909]
- tender-opening-text: Dt.21.05.2011 at 11.00 AM in the O/O the EE, URCD-I, Mukhiguda.: [1464, 922, 1476, 1213]
- tender-cell-sl: 5: [959, 1198, 983, 1248]
- tender-col-class: Class of contractor: [1401, 836, 1451, 909]
- masthead: [0, 0, 1130, 156]
- mothers-day-photo: [196, 172, 940, 642]
- tender-cell-emd: 5,000/-: [1257, 1922, 1306, 1987]
- suspect-image: [572, 750, 717, 910]
- bus-headline-visible: ଡ୍ରାଇଭରଙ୍କୁ ମାଡ଼ ଘଣ୍ଟା ବସ୍ ଚଳାଚଳ ବନ୍ଦ: [730, 1492, 938, 1537]
- tender-cell-name: Construction of PCC trough channel from RD-900m to RD-1550m of Kanakpur Sub-Minor-I.: [983, 1003, 1147, 1053]
- tender-cell-cost: 5.00: [1147, 1872, 1195, 1922]
- temple-body-right: ପଶ୍ଚିମ ପଟେ ଆରାଧ୍ୟ ଦେବୀ ଦେବୀ କାଳିକା, ଭଉଣୀ ଓ ବାହୁଡ଼ା ପରି ପର୍ବ ଏଠାରେ ପାଳିତ ହୁଏ । ଜନଶ୍ରୁତି ଅନୁଯାୟୀ ମନ୍ଦିରଟି ଅତି ପ୍ରାଚୀନ । ପ୍ରତିବର୍ଷ ରଥଯାତ୍ରା ସମୟରେ ଦଧିବାମନଙ୍କ ରଥଯାତ୍ରା ଅନୁଷ୍ଠିତ ହୁଏ ଏବଂ ହଜାର ହଜାର ଭକ୍ତ ଯୋଗ ଦିଅନ୍ତି । ମନ୍ଦିରର ସଂରକ୍ଷଣ ଓ ବିକାଶ ପାଇଁ ସରକାରଙ୍କ ଦୃଷ୍ଟି ଆକର୍ଷଣ କରାଯାଇଛି ।: [564, 1866, 720, 2057]
- tender-cell-emd: 8,000/-: [1257, 1198, 1306, 1248]
- tender-cell-class: 'D' and 'C' class: [1401, 1872, 1451, 1922]
- tender-cell-name: Construction of PCC trough channel at vulnerable reaches including bank strengthening between RD-450m to RD-810m and 1440m to 1750m of Tentulikhunti Minor.: [983, 1363, 1147, 1443]
- tender-cell-cost: 9.71: [1147, 1053, 1195, 1133]
- tender-cell-paper: 4,160/-: [1306, 1772, 1349, 1822]
- tender-place-text: (i)O/O the Executive Engineer, U.I.Right Canal Division No.I, Mukhiguda, Kalahandi (ii)O/O the Sub-Divisional Officer, U.I.Right Canal Sub-Division No.II, Chapuria (iii)O/O the Sub-Divisional Officer, U.I.Right Canal Sub-Division No.I, Kalampur: [1220, 922, 1232, 1987]
- tender-cell-emd: 8,000/-: [1257, 1772, 1306, 1822]
- tender-col-emd: EMD @1% of estimated cost put to tender: [1257, 836, 1306, 909]
- tender-colnum: 2: [983, 909, 1147, 922]
- tender-cell-sl: 4: [959, 1133, 983, 1198]
- tender-cell-sl: 12: [959, 1607, 983, 1657]
- tender-cell-cost: 10.00: [1147, 1133, 1195, 1198]
- tender-cell-emd: 5,000/-: [1257, 1872, 1306, 1922]
- tender-cell-period: -do-: [1349, 1822, 1401, 1872]
- tender-number-row: [959, 909, 1490, 922]
- tender-cell-paper: 4,160/-: [1306, 1003, 1349, 1053]
- tender-cell-period: 1 (one) calendar month: [1349, 922, 1401, 1002]
- tender-cell-period: -do-: [1349, 1003, 1401, 1053]
- tender-cell-period: -do-: [1349, 1872, 1401, 1922]
- suspect-photo: [572, 750, 717, 910]
- temple-photo: [190, 1930, 556, 2334]
- tender-cell-sl: 6: [959, 1248, 983, 1313]
- tender-col-name: Name of the work: [983, 836, 1147, 909]
